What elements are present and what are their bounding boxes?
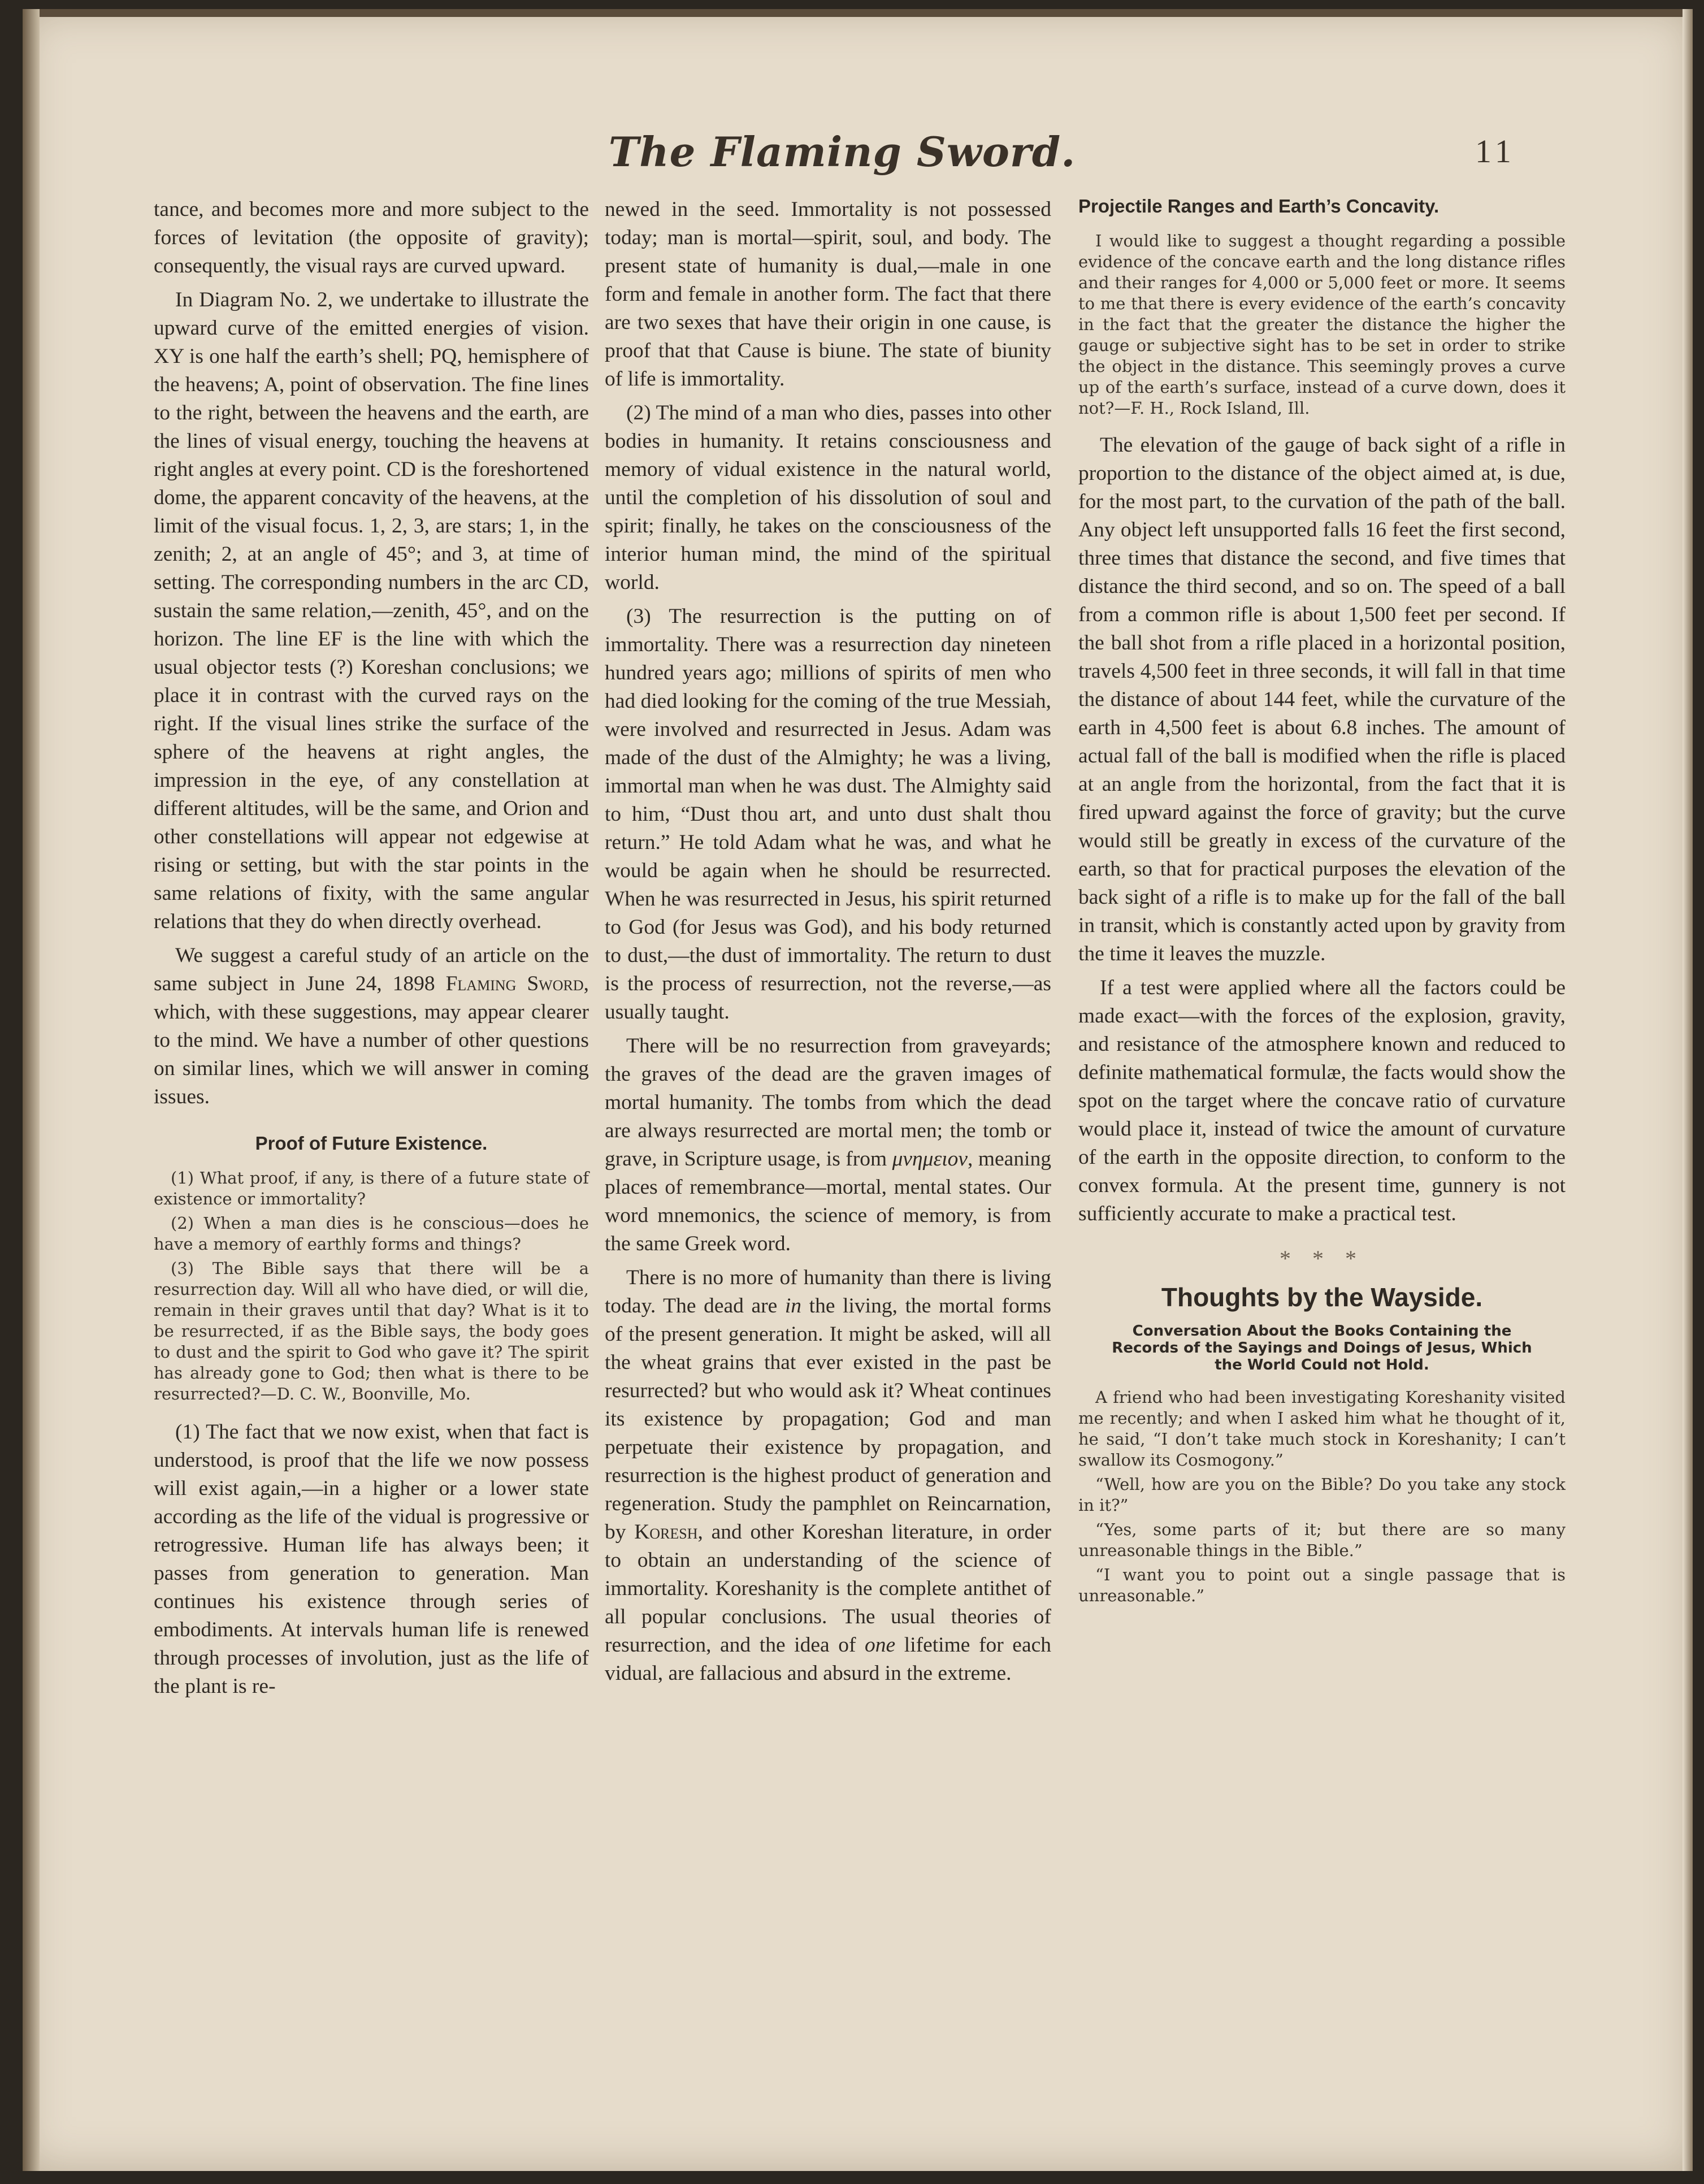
right-edge: [1683, 9, 1693, 2171]
column-1: [154, 196, 589, 1706]
question: (2) When a man dies is he conscious—does he have a memory of earthly forms and things?: [154, 1214, 589, 1254]
paragraph: The elevation of the gauge of back sight of a rifle in proportion to the distance of the object aimed at, is due, for the most part, to the curvation of the path of the ball. Any object left unsupported falls 16 feet the first second, three times that distance the second, and five times that distance the third second, and so on. The speed of a ball from a common rifle is about 1,500 feet per second. If the ball shot from a rifle placed in a horizontal position, travels 4,500 feet in three seconds, it will fall in that time the distance of about 144 feet, while the curvature of the earth in 4,500 feet is about 6.8 inches. The amount of actual fall of the ball is modified when the rifle is placed at an angle from the horizontal, from the fact that it is fired upward against the force of gravity; but the curve would still be greatly in excess of the curvature of the earth, so that for practical purposes the elevation of the back sight of a rifle is to make up for the fall of the ball in transit, which is constantly acted upon by gravity from the time it leaves the muzzle.: [1078, 434, 1566, 965]
article-heading: Thoughts by the Wayside.: [1161, 1282, 1483, 1312]
column-3: [1078, 196, 1566, 1610]
paragraph: If a test were applied where all the factors could be made exact—with the forces of the explosion, gravity, and resistance of the atmosphere known and reduced to definite mathematical formulæ, the facts would show the spot on the target where the concave ratio of curvature would place it, instead of twice the amount of curvature of the earth in the opposite direction, to conform to the convex formula. At the present time, gunnery is not sufficiently accurate to make a practical test.: [1078, 976, 1566, 1225]
paragraph: (1) The fact that we now exist, when that fact is understood, is proof that the life we now possess will exist again,—in a higher or a lower state according as the life of the vidual is progressive or retrogressive. Human life has always been; it passes from generation to generation. Man continues his existence through series of embodiments. At intervals human life is renewed through processes of involution, just as the life of the plant is re-: [154, 1420, 589, 1698]
section-heading: Projectile Ranges and Earth’s Concavity.: [1078, 196, 1439, 216]
article-body: [1078, 1387, 1566, 1606]
text-run: the living, the mortal forms of the present generation. It might be asked, will all the wheat grains that ever existed in the past be resurrected? but who would ask it? Wheat continues its existence by propagation; God and man perpetuate their existence by propagation, and resurrection is the highest product of generation and regeneration. Study the pamphlet on Reincarnation, by: [605, 1294, 1051, 1544]
column-1-body: [154, 196, 589, 1111]
paragraph: [605, 1032, 1051, 1258]
paragraph: “Yes, some parts of it; but there are so many unreasonable things in the Bible.”: [1078, 1520, 1566, 1560]
paragraph: [605, 1264, 1051, 1688]
paragraph: “Well, how are you on the Bible? Do you take any stock in it?”: [1078, 1475, 1566, 1515]
magazine-page: [23, 9, 1693, 2171]
question: (1) What proof, if any, is there of a future state of existence or immortality?: [154, 1168, 589, 1208]
paragraph: I would like to suggest a thought regarding a possible evidence of the concave earth and the long distance rifles and their ranges for 4,000 or 5,000 feet or more. It seems to me that there is every evidence of the earth’s concavity in the fact that the greater the distance the higher the gauge or subjective sight has to be set in order to strike the object in the distance. This seemingly proves a curve up of the earth’s surface, instead of a curve down, does it not?—F. H., Rock Island, Ill.: [1078, 231, 1566, 418]
reader-letter: [1078, 231, 1566, 419]
question: (3) The Bible says that there will be a resurrection day. Will all who have died, or will die, remain in their graves until that day? What is it to be resurrected, if as the Bible says, the body goes to dust and the spirit to God who gave it? The spirit has already gone to God; then what is there to be resurrected?—D. C. W., Boonville, Mo.: [154, 1259, 589, 1403]
reply-body: [1078, 431, 1566, 1228]
top-edge: [23, 9, 1693, 17]
reader-questions: [154, 1168, 589, 1405]
author-name: Koresh: [634, 1520, 698, 1544]
masthead: The Flaming Sword.: [608, 128, 1076, 176]
text-run: , meaning places of remembrance—mortal, mental states. Our word mnemonics, the science of memory, is from the same Greek word.: [605, 1147, 1051, 1255]
text-run: , which, with these suggestions, may appear clearer to the mind. We have a number of other questions on similar lines, which we will answer in coming issues.: [154, 972, 589, 1108]
answer-body: [154, 1418, 589, 1701]
greek-word: μνημειον: [892, 1147, 968, 1171]
column-2: [605, 196, 1051, 1693]
text-run: We suggest a careful study of an article on the same subject in June 24, 1898: [154, 944, 589, 995]
page-number: 11: [1475, 133, 1516, 170]
paragraph: (2) The mind of a man who dies, passes into other bodies in humanity. It retains consciousness and memory of vidual existence in the natural world, until the completion of his dissolution of soul and spirit; finally, he takes on the consciousness of the interior human mind, the mind of the spiritual world.: [605, 401, 1051, 594]
text-run: There is no more of humanity than there is living today. The dead are: [605, 1266, 1051, 1318]
paragraph: newed in the seed. Immortality is not possessed today; man is mortal—spirit, soul, and body. The present state of humanity is dual,—male in one form and female in another form. The fact that there are two sexes that have their origin in one cause, is proof that that Cause is biune. The state of biunity of life is immortality.: [605, 198, 1051, 391]
text-run: lifetime for each vidual, are fallacious and absurd in the extreme.: [605, 1633, 1051, 1685]
publication-name: Flaming Sword: [445, 972, 584, 995]
section-heading: Proof of Future Existence.: [255, 1133, 488, 1154]
emphasis: in: [784, 1294, 802, 1318]
text-run: There will be no resurrection from graveyards; the graves of the dead are the graven images of mortal humanity. The tombs from which the dead are always resurrected are mortal men; the tomb or grave, in Scripture usage, is from: [605, 1034, 1051, 1171]
paragraph: [154, 942, 589, 1111]
emphasis: one: [865, 1633, 896, 1657]
paragraph: “I want you to point out a single passage that is unreasonable.”: [1078, 1565, 1566, 1605]
paragraph: (3) The resurrection is the putting on of immortality. There was a resurrection day nineteen hundred years ago; millions of spirits of men who had died looking for the coming of the true Messiah, were involved and resurrected in Jesus. Adam was made of the dust of the Almighty; he was a living, immortal man when he was dust. The Almighty said to him, “Dust thou art, and unto dust shalt thou return.” He told Adam what he was, and what he would be again when he should be resurrected. When he was resurrected in Jesus, his spirit returned to God (for Jesus was God), and his body returned to dust,—the dust of immortality. The return to dust is the process of resurrection, not the reverse,—as usually taught.: [605, 605, 1051, 1024]
article-subheading: Conversation About the Books Containing the Records of the Sayings and Doings of Jesus, Which the World Could not Hold.: [1112, 1323, 1532, 1373]
paragraph: tance, and becomes more and more subject to the forces of levitation (the opposite of gravity); consequently, the visual rays are curved upward.: [154, 198, 589, 278]
paragraph: In Diagram No. 2, we undertake to illustrate the upward curve of the emitted energies of vision. XY is one half the earth’s shell; PQ, hemisphere of the heavens; A, point of observation. The fine lines to the right, between the heavens and the earth, are the lines of visual energy, touching the heavens at right angles at every point. CD is the foreshortened dome, the apparent concavity of the heavens, at the limit of the visual focus. 1, 2, 3, are stars; 1, in the zenith; 2, at an angle of 45°; and 3, at time of setting. The corresponding numbers in the arc CD, sustain the same relation,—zenith, 45°, and on the horizon. The line EF is the line with which the usual objector tests (?) Koreshan conclusions; we place it in contrast with the curved rays on the right. If the visual lines strike the surface of the sphere of the heavens at right angles, the impression in the eye, of any constellation at different altitudes, will be the same, and Orion and other constellations will appear not edgewise at rising or setting, but with the star points in the same relations of fixity, with the same angular relations that they do when directly overhead.: [154, 288, 589, 933]
paragraph: A friend who had been investigating Koreshanity visited me recently; and when I asked him what he thought of it, he said, “I don’t take much stock in Koreshanity; I can’t swallow its Cosmogony.”: [1078, 1388, 1566, 1470]
section-divider: * * *: [1280, 1246, 1364, 1271]
binding-edge: [23, 9, 40, 2171]
text-run: , and other Koreshan literature, in order to obtain an understanding of the science of immortality. Koreshanity is the complete antithet of all popular conclusions. The usual theories of resurrection, and the idea of: [605, 1520, 1051, 1657]
